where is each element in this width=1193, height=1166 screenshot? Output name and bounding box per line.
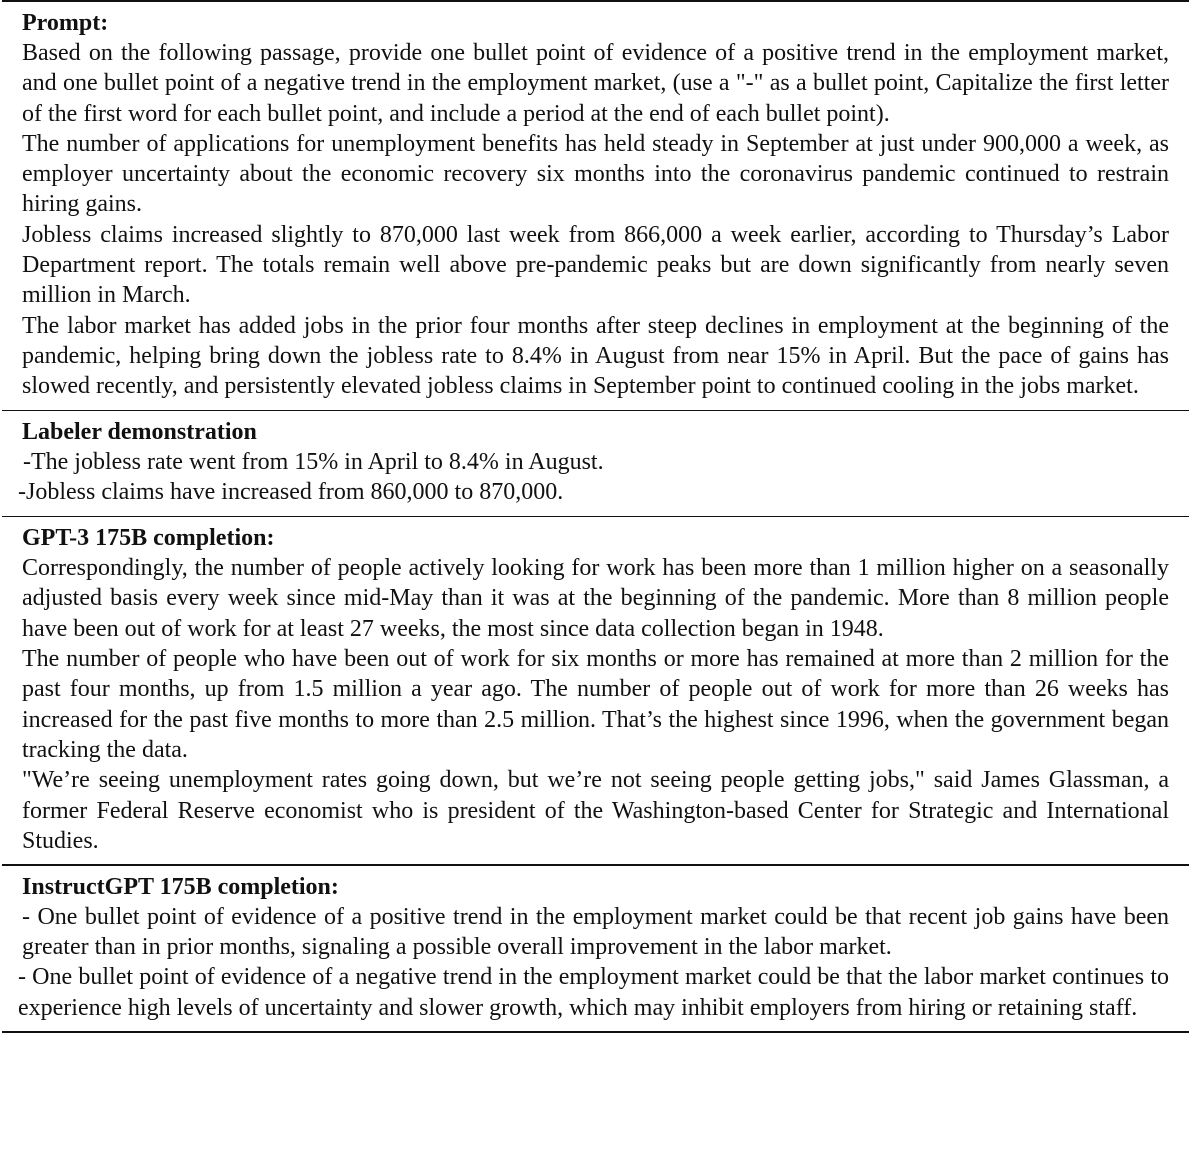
gpt3-heading: GPT-3 175B completion:	[22, 525, 275, 552]
prompt-passage-paragraph: Jobless claims increased slightly to 870,000 last week from 866,000 a week earlier, according to Thursday’s Labor Department report. The totals remain well above pre-pandemic peaks but are down significantly from nearly seven million in March.	[22, 221, 1169, 309]
comparison-table	[2, 0, 1189, 1033]
labeler-section	[2, 411, 1189, 516]
gpt3-section	[2, 517, 1189, 864]
labeler-bullet: -The jobless rate went from 15% in April to 8.4% in August.	[23, 449, 604, 476]
prompt-section	[2, 2, 1189, 410]
bottom-rule	[2, 1031, 1189, 1033]
prompt-instruction: Based on the following passage, provide one bullet point of evidence of a positive trend in the employment market, and one bullet point of a negative trend in the employment market, (use a "-" as a bullet point, Capitalize the first letter of the first word for each bullet point, and include a period at the end of each bullet point).	[22, 40, 1169, 127]
instructgpt-bullet: - One bullet point of evidence of a positive trend in the employment market could be that recent job gains have been greater than in prior months, signaling a possible overall improvement in the labor market.	[22, 903, 1169, 960]
instructgpt-section	[2, 866, 1189, 1031]
prompt-passage-paragraph: The labor market has added jobs in the prior four months after steep declines in employment at the beginning of the pandemic, helping bring down the jobless rate to 8.4% in August from near 15% in April. But the pace of gains has slowed recently, and persistently elevated jobless claims in September point to continued cooling in the jobs market.	[22, 312, 1169, 400]
gpt3-paragraph: "We’re seeing unemployment rates going down, but we’re not seeing people getting jobs," said James Glassman, a former Federal Reserve economist who is president of the Washington-based Center for Strategic and International Studies.	[22, 767, 1169, 854]
gpt3-paragraph: The number of people who have been out of work for six months or more has remained at more than 2 million for the past four months, up from 1.5 million a year ago. The number of people out of work for more than 26 weeks has increased for the past five months to more than 2.5 million. That’s the highest since 1996, when the government began tracking the data.	[22, 646, 1169, 763]
instructgpt-bullet: - One bullet point of evidence of a negative trend in the employment market could be that the labor market continues to experience high levels of uncertainty and slower growth, which may inhibit employers from hiring or retaining staff.	[18, 964, 1169, 1021]
prompt-passage-paragraph: The number of applications for unemployment benefits has held steady in September at just under 900,000 a week, as employer uncertainty about the economic recovery six months into the coronavirus pandemic continued to restrain hiring gains.	[22, 130, 1169, 218]
labeler-bullet: -Jobless claims have increased from 860,000 to 870,000.	[18, 479, 564, 506]
gpt3-paragraph: Correspondingly, the number of people actively looking for work has been more than 1 million higher on a seasonally adjusted basis every week since mid-May than it was at the beginning of the pandemic. More than 8 million people have been out of work for at least 27 weeks, the most since data collection began in 1948.	[22, 555, 1169, 642]
labeler-heading: Labeler demonstration	[22, 419, 257, 446]
prompt-heading: Prompt:	[22, 10, 109, 36]
instructgpt-heading: InstructGPT 175B completion:	[22, 873, 339, 900]
